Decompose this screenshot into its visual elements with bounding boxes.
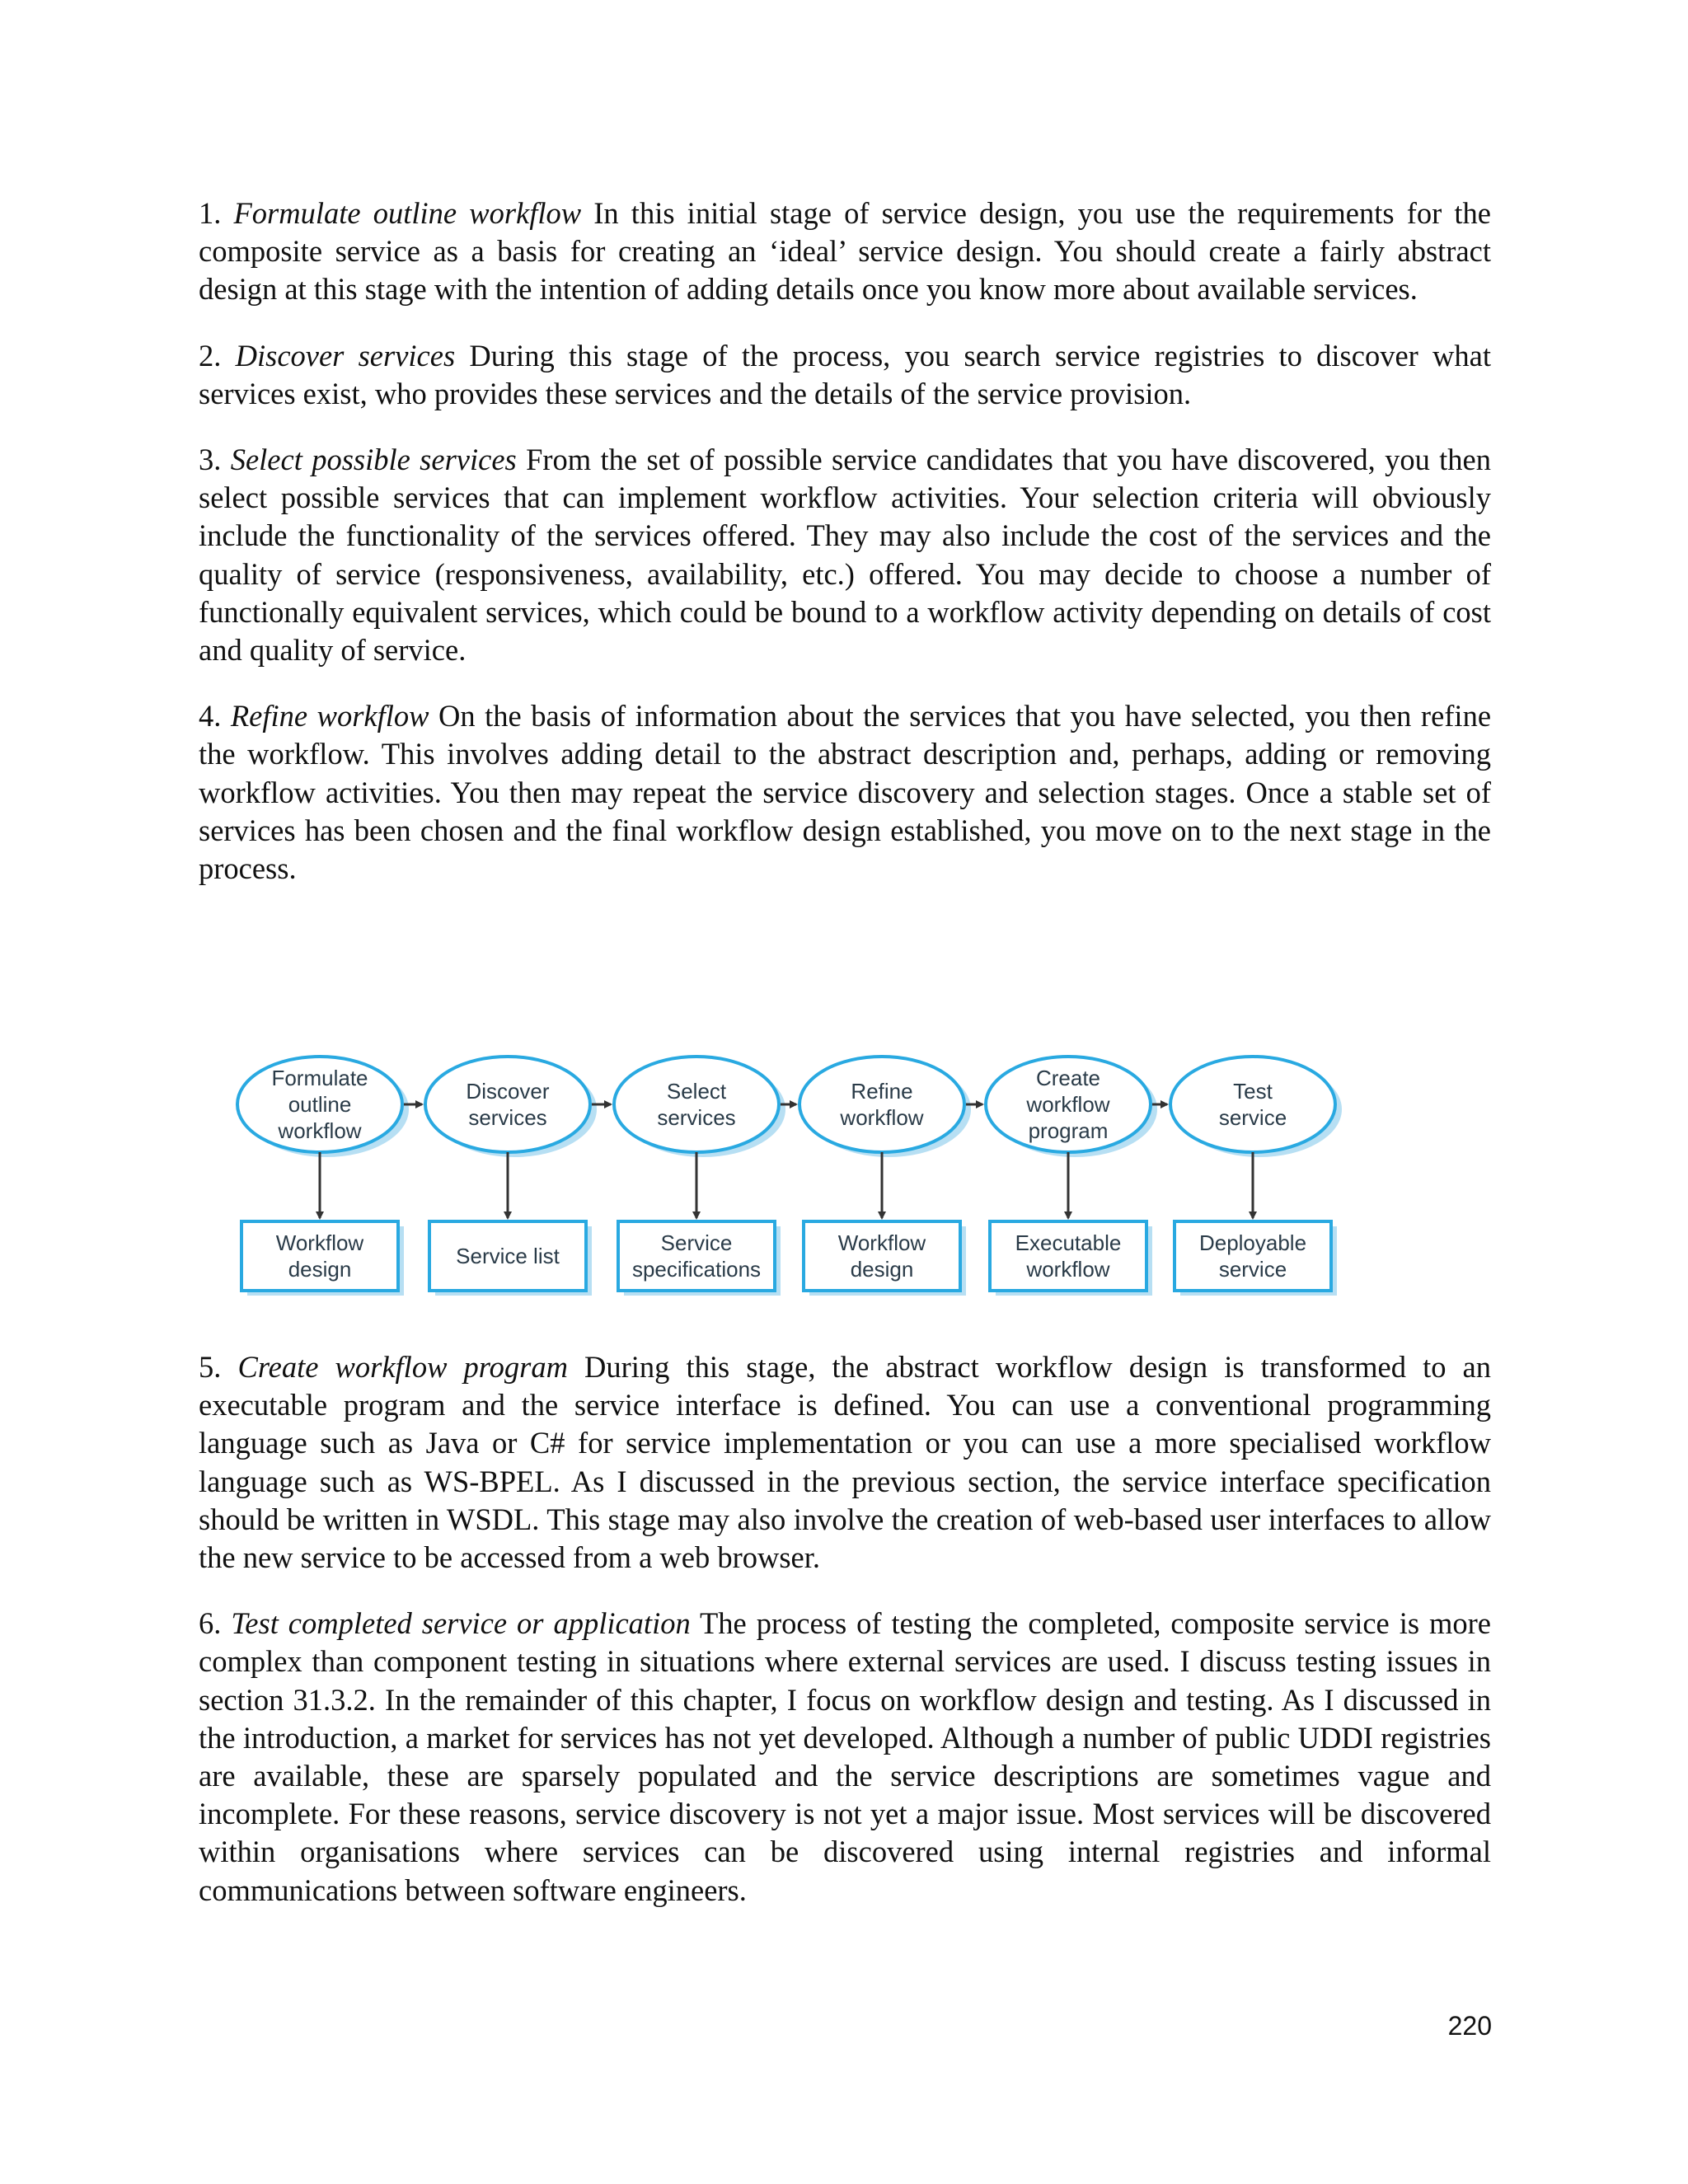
- output-6-label-line-2: service: [1218, 1257, 1287, 1282]
- stage-2-label-line-2: services: [468, 1105, 547, 1130]
- output-1-label-line-1: Workflow: [275, 1230, 364, 1255]
- stage-1-label-line-1: Formulate: [271, 1066, 368, 1090]
- output-3-label-line-1: Service: [660, 1230, 733, 1255]
- paragraph-4-lead: Refine workflow: [230, 699, 429, 733]
- output-5-label-line-1: Executable: [1015, 1230, 1122, 1255]
- paragraph-5-text: During this stage, the abstract workflow design is transformed to an executable program and the service interface is defined. You can use a conventional programming language such as Java or C# for service implementation or you can use a more specialised workflow language such as WS-BPEL. As I discussed in the previous section, the service interface specification should be written in WSDL. This stage may also involve the creation of web-based user interfaces to allow the new service to be accessed from a web browser.: [199, 1350, 1492, 1575]
- paragraph-1: [199, 194, 1491, 309]
- stage-5-label-line-2: workflow: [1026, 1092, 1110, 1117]
- paragraph-2-number: 2.: [199, 338, 222, 373]
- paragraph-1-text: In this initial stage of service design, you use the requirements for the composite service as a basis for creating an ‘ideal’ service design. You should create a fairly abstract design at this stage with the intention of adding details once you know more about available services.: [199, 196, 1492, 307]
- page-number: 220: [1447, 2011, 1492, 2041]
- paragraph-5-lead: Create workflow program: [237, 1350, 568, 1384]
- output-1-label-line-2: design: [288, 1257, 352, 1282]
- stage-5-label-line-3: program: [1028, 1118, 1109, 1143]
- paragraph-1-number: 1.: [199, 196, 222, 230]
- paragraph-6-text: The process of testing the completed, composite service is more complex than component testing in situations where external services are used. I discuss testing issues in section 31.3.2. In the remainder of this chapter, I focus on workflow design and testing. As I discussed in the introduction, a market for services has not yet developed. Although a number of public UDDI registries are available, these are sparsely populated and the service descriptions are sometimes vague and incomplete. For these reasons, service discovery is not yet a major issue. Most services will be discovered within organisations where services can be discovered using internal registries and informal communications between software engineers.: [199, 1606, 1492, 1907]
- stage-1-label-line-2: outline: [288, 1092, 352, 1117]
- output-3-label-line-2: specifications: [631, 1257, 762, 1282]
- stage-3-label-line-1: Select: [666, 1079, 727, 1104]
- stage-6-label-line-2: service: [1218, 1105, 1287, 1130]
- process-diagram-svg: [223, 1047, 1352, 1302]
- paragraph-6-number: 6.: [199, 1606, 222, 1641]
- paragraph-4-number: 4.: [199, 699, 222, 733]
- paragraph-4-text: On the basis of information about the services that you have selected, you then refine the workflow. This involves adding detail to the abstract description and, perhaps, adding or removing workflow activities. You then may repeat the service discovery and selection stages. Once a stable set of services has been chosen and the final workflow design established, you move on to the next stage in the process.: [199, 699, 1492, 886]
- output-4-label-line-1: Workflow: [837, 1230, 926, 1255]
- stage-1-label-line-3: workflow: [278, 1118, 362, 1143]
- output-6-label-line-1: Deployable: [1198, 1230, 1307, 1255]
- paragraph-2-lead: Discover services: [235, 338, 456, 373]
- paragraph-3-lead: Select possible services: [230, 443, 517, 477]
- stage-4-label-line-2: workflow: [840, 1105, 924, 1130]
- stage-4-label-line-1: Refine: [851, 1079, 913, 1104]
- paragraph-6-lead: Test completed service or application: [231, 1606, 691, 1641]
- paragraph-5-number: 5.: [199, 1350, 222, 1384]
- output-4-label-line-2: design: [850, 1257, 914, 1282]
- paragraph-2-text: During this stage of the process, you search service registries to discover what services exist, who provides these services and the details of the service provision.: [199, 338, 1491, 410]
- output-2-label-line-1: Service list: [456, 1244, 560, 1268]
- paragraph-3: [199, 441, 1491, 669]
- stage-3-label-line-2: services: [657, 1105, 736, 1130]
- paragraph-5: [199, 1348, 1491, 1577]
- stage-ellipse-3: [614, 1057, 779, 1152]
- paragraph-3-text: From the set of possible service candidates that you have discovered, you then select possible services that can implement workflow activities. Your selection criteria will obviously include the functionality of the services offered. They may also include the cost of the services and the quality of service (responsiveness, availability, etc.) offered. You may decide to choose a number of functionally equivalent services, which could be bound to a workflow activity depending on details of cost and quality of service.: [199, 443, 1492, 668]
- paragraph-3-number: 3.: [199, 443, 222, 477]
- upper-text-block: [199, 194, 1491, 916]
- paragraph-4: [199, 697, 1491, 888]
- paragraph-6: [199, 1605, 1491, 1910]
- service-construction-process-diagram: [223, 1047, 1352, 1302]
- stage-5-label-line-1: Create: [1035, 1066, 1101, 1090]
- output-5-label-line-2: workflow: [1026, 1257, 1110, 1282]
- stage-2-label-line-1: Discover: [466, 1079, 550, 1104]
- stage-6-label-line-1: Test: [1233, 1079, 1273, 1104]
- lower-text-block: [199, 1348, 1491, 1938]
- stage-ellipse-4: [799, 1057, 964, 1152]
- stage-ellipse-2: [425, 1057, 590, 1152]
- stage-ellipse-6: [1170, 1057, 1335, 1152]
- paragraph-2: [199, 337, 1491, 413]
- paragraph-1-lead: Formulate outline workflow: [233, 196, 582, 230]
